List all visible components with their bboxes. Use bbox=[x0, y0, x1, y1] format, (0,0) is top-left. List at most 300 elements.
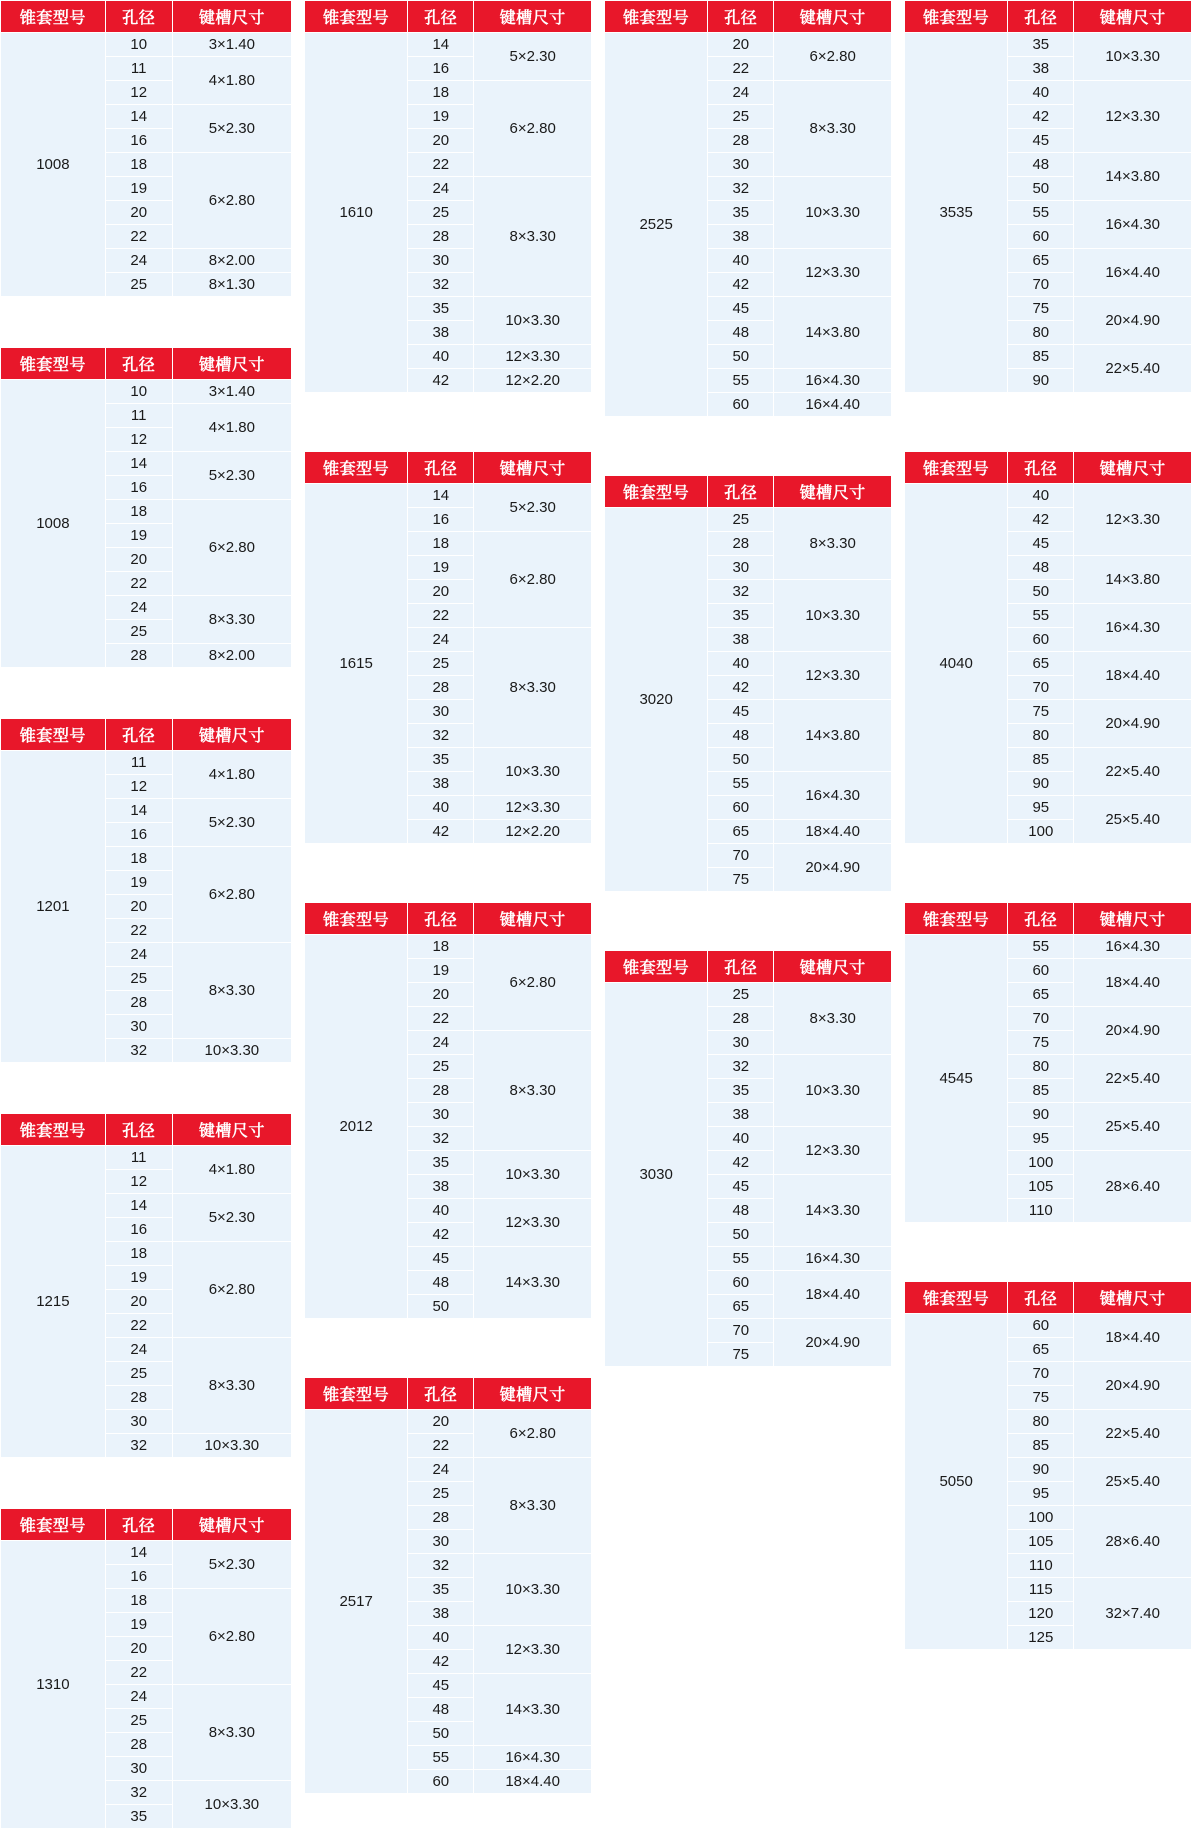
cell-bore: 55 bbox=[708, 1247, 774, 1271]
table-header-row bbox=[905, 903, 1192, 935]
cell-bore: 20 bbox=[105, 548, 172, 572]
cell-bore: 24 bbox=[408, 1458, 474, 1482]
cell-bore: 48 bbox=[1008, 556, 1074, 580]
cell-keyway: 28×6.40 bbox=[1074, 1151, 1192, 1223]
cell-bore: 110 bbox=[1008, 1554, 1074, 1578]
cell-keyway: 16×4.40 bbox=[774, 393, 892, 417]
cell-keyway: 22×5.40 bbox=[1074, 1410, 1192, 1458]
cell-keyway: 3×1.40 bbox=[172, 33, 291, 57]
table-header-row bbox=[1, 1114, 292, 1146]
cell-bore: 28 bbox=[105, 991, 172, 1015]
cell-model: 2012 bbox=[305, 935, 408, 1319]
cell-bore: 50 bbox=[1008, 580, 1074, 604]
cell-keyway: 10×3.30 bbox=[1074, 33, 1192, 81]
cell-keyway: 25×5.40 bbox=[1074, 1458, 1192, 1506]
cell-keyway: 12×3.30 bbox=[774, 1127, 892, 1175]
cell-keyway: 20×4.90 bbox=[1074, 297, 1192, 345]
cell-bore: 85 bbox=[1008, 1434, 1074, 1458]
cell-keyway: 6×2.80 bbox=[172, 153, 291, 249]
table-column-3 bbox=[900, 0, 1200, 1650]
header-cell-model: 锥套型号 bbox=[305, 903, 408, 935]
cell-keyway: 28×6.40 bbox=[1074, 1506, 1192, 1578]
cell-bore: 70 bbox=[708, 1319, 774, 1343]
table-row bbox=[305, 1410, 592, 1434]
cell-bore: 65 bbox=[1008, 983, 1074, 1007]
cell-bore: 24 bbox=[408, 1031, 474, 1055]
cell-keyway: 10×3.30 bbox=[774, 580, 892, 652]
cell-keyway: 10×3.30 bbox=[172, 1781, 291, 1829]
header-cell-bore: 孔径 bbox=[1008, 1, 1074, 33]
header-cell-bore: 孔径 bbox=[408, 452, 474, 484]
cell-bore: 90 bbox=[1008, 369, 1074, 393]
cell-bore: 105 bbox=[1008, 1175, 1074, 1199]
cell-model: 1008 bbox=[1, 380, 106, 668]
header-cell-bore: 孔径 bbox=[105, 1114, 172, 1146]
cell-keyway: 5×2.30 bbox=[474, 33, 592, 81]
cell-bore: 60 bbox=[708, 1271, 774, 1295]
cell-bore: 12 bbox=[105, 81, 172, 105]
cell-bore: 25 bbox=[708, 105, 774, 129]
header-cell-bore: 孔径 bbox=[105, 1, 172, 33]
cell-bore: 45 bbox=[708, 297, 774, 321]
cell-bore: 35 bbox=[408, 1578, 474, 1602]
cell-keyway: 16×4.30 bbox=[1074, 604, 1192, 652]
cell-bore: 25 bbox=[105, 1709, 172, 1733]
cell-bore: 28 bbox=[408, 676, 474, 700]
cell-bore: 80 bbox=[1008, 724, 1074, 748]
cell-bore: 30 bbox=[708, 556, 774, 580]
cell-bore: 28 bbox=[408, 1079, 474, 1103]
cell-keyway: 8×2.00 bbox=[172, 644, 291, 668]
cell-bore: 48 bbox=[708, 724, 774, 748]
header-cell-bore: 孔径 bbox=[1008, 903, 1074, 935]
table-header-row bbox=[605, 476, 892, 508]
cell-bore: 38 bbox=[708, 225, 774, 249]
cell-bore: 35 bbox=[408, 297, 474, 321]
cell-bore: 28 bbox=[105, 1733, 172, 1757]
cell-bore: 35 bbox=[708, 201, 774, 225]
cell-bore: 60 bbox=[708, 393, 774, 417]
cell-bore: 70 bbox=[1008, 676, 1074, 700]
cell-bore: 20 bbox=[105, 201, 172, 225]
cell-bore: 95 bbox=[1008, 1127, 1074, 1151]
cell-keyway: 22×5.40 bbox=[1074, 748, 1192, 796]
cell-bore: 19 bbox=[105, 524, 172, 548]
cell-bore: 20 bbox=[408, 580, 474, 604]
cell-keyway: 32×7.40 bbox=[1074, 1578, 1192, 1650]
cell-keyway: 6×2.80 bbox=[474, 81, 592, 177]
spec-table-1008 bbox=[0, 347, 292, 668]
cell-model: 1008 bbox=[1, 33, 106, 297]
cell-bore: 16 bbox=[105, 129, 172, 153]
cell-bore: 35 bbox=[708, 604, 774, 628]
cell-bore: 42 bbox=[408, 820, 474, 844]
header-cell-bore: 孔径 bbox=[105, 1509, 172, 1541]
cell-keyway: 8×3.30 bbox=[474, 628, 592, 748]
cell-bore: 12 bbox=[105, 428, 172, 452]
cell-bore: 25 bbox=[105, 273, 172, 297]
header-cell-model: 锥套型号 bbox=[305, 452, 408, 484]
cell-keyway: 16×4.30 bbox=[774, 1247, 892, 1271]
cell-bore: 75 bbox=[708, 868, 774, 892]
cell-keyway: 14×3.80 bbox=[1074, 556, 1192, 604]
cell-keyway: 4×1.80 bbox=[172, 751, 291, 799]
cell-bore: 35 bbox=[708, 1079, 774, 1103]
cell-bore: 40 bbox=[408, 1199, 474, 1223]
cell-model: 3020 bbox=[605, 508, 708, 892]
header-cell-model: 锥套型号 bbox=[1, 1509, 106, 1541]
cell-bore: 28 bbox=[408, 1506, 474, 1530]
cell-bore: 60 bbox=[1008, 1314, 1074, 1338]
cell-keyway: 8×3.30 bbox=[474, 1458, 592, 1554]
cell-bore: 25 bbox=[105, 620, 172, 644]
cell-keyway: 5×2.30 bbox=[172, 105, 291, 153]
table-header-row bbox=[905, 1, 1192, 33]
cell-bore: 28 bbox=[105, 1386, 172, 1410]
cell-bore: 42 bbox=[1008, 508, 1074, 532]
header-cell-key: 键槽尺寸 bbox=[474, 1378, 592, 1410]
header-cell-model: 锥套型号 bbox=[1, 719, 106, 751]
spec-table-2012 bbox=[304, 902, 592, 1319]
cell-bore: 28 bbox=[708, 129, 774, 153]
cell-bore: 19 bbox=[408, 556, 474, 580]
header-cell-key: 键槽尺寸 bbox=[1074, 1, 1192, 33]
header-cell-key: 键槽尺寸 bbox=[774, 951, 892, 983]
cell-bore: 22 bbox=[408, 604, 474, 628]
cell-bore: 55 bbox=[708, 772, 774, 796]
cell-bore: 20 bbox=[708, 33, 774, 57]
cell-bore: 55 bbox=[1008, 604, 1074, 628]
header-cell-key: 键槽尺寸 bbox=[474, 903, 592, 935]
table-row bbox=[1, 33, 292, 57]
cell-bore: 18 bbox=[105, 1242, 172, 1266]
cell-bore: 50 bbox=[408, 1722, 474, 1746]
cell-bore: 40 bbox=[1008, 81, 1074, 105]
cell-bore: 65 bbox=[708, 820, 774, 844]
spec-table-4545 bbox=[904, 902, 1192, 1223]
cell-bore: 18 bbox=[105, 153, 172, 177]
cell-keyway: 8×3.30 bbox=[172, 1685, 291, 1781]
cell-bore: 85 bbox=[1008, 1079, 1074, 1103]
table-header-row bbox=[305, 903, 592, 935]
cell-bore: 42 bbox=[408, 369, 474, 393]
table-spacer bbox=[0, 311, 292, 333]
header-cell-model: 锥套型号 bbox=[605, 1, 708, 33]
cell-bore: 100 bbox=[1008, 1506, 1074, 1530]
cell-keyway: 5×2.30 bbox=[172, 452, 291, 500]
cell-bore: 24 bbox=[105, 943, 172, 967]
cell-keyway: 20×4.90 bbox=[1074, 700, 1192, 748]
spec-table-1215 bbox=[0, 1113, 292, 1458]
cell-keyway: 25×5.40 bbox=[1074, 796, 1192, 844]
cell-keyway: 22×5.40 bbox=[1074, 345, 1192, 393]
cell-bore: 19 bbox=[105, 1266, 172, 1290]
cell-keyway: 4×1.80 bbox=[172, 57, 291, 105]
cell-model: 3535 bbox=[905, 33, 1008, 393]
cell-bore: 48 bbox=[708, 1199, 774, 1223]
cell-bore: 75 bbox=[1008, 700, 1074, 724]
cell-bore: 28 bbox=[105, 644, 172, 668]
cell-keyway: 14×3.30 bbox=[474, 1247, 592, 1319]
cell-keyway: 4×1.80 bbox=[172, 1146, 291, 1194]
cell-bore: 55 bbox=[708, 369, 774, 393]
cell-bore: 25 bbox=[408, 1482, 474, 1506]
cell-keyway: 6×2.80 bbox=[474, 532, 592, 628]
spec-table-2517 bbox=[304, 1377, 592, 1794]
cell-keyway: 10×3.30 bbox=[774, 1055, 892, 1127]
cell-bore: 115 bbox=[1008, 1578, 1074, 1602]
cell-bore: 25 bbox=[408, 652, 474, 676]
cell-bore: 16 bbox=[105, 823, 172, 847]
table-header-row bbox=[905, 452, 1192, 484]
cell-keyway: 6×2.80 bbox=[774, 33, 892, 81]
cell-bore: 60 bbox=[708, 796, 774, 820]
table-header-row bbox=[605, 1, 892, 33]
header-cell-bore: 孔径 bbox=[1008, 452, 1074, 484]
cell-bore: 30 bbox=[708, 1031, 774, 1055]
cell-keyway: 14×3.30 bbox=[474, 1674, 592, 1746]
cell-model: 1610 bbox=[305, 33, 408, 393]
spec-table-1201 bbox=[0, 718, 292, 1063]
cell-bore: 125 bbox=[1008, 1626, 1074, 1650]
table-row bbox=[305, 484, 592, 508]
cell-keyway: 8×3.30 bbox=[172, 596, 291, 644]
cell-bore: 35 bbox=[1008, 33, 1074, 57]
cell-bore: 19 bbox=[105, 1613, 172, 1637]
spec-table-1610 bbox=[304, 0, 592, 393]
cell-keyway: 16×4.30 bbox=[1074, 935, 1192, 959]
cell-bore: 24 bbox=[105, 1685, 172, 1709]
cell-bore: 12 bbox=[105, 1170, 172, 1194]
cell-bore: 65 bbox=[1008, 652, 1074, 676]
header-cell-model: 锥套型号 bbox=[305, 1378, 408, 1410]
cell-bore: 24 bbox=[408, 628, 474, 652]
cell-keyway: 8×3.30 bbox=[172, 1338, 291, 1434]
cell-keyway: 20×4.90 bbox=[774, 844, 892, 892]
table-row bbox=[1, 380, 292, 404]
cell-keyway: 8×3.30 bbox=[474, 177, 592, 297]
cell-bore: 60 bbox=[408, 1770, 474, 1794]
cell-bore: 14 bbox=[408, 484, 474, 508]
cell-bore: 85 bbox=[1008, 748, 1074, 772]
cell-keyway: 18×4.40 bbox=[1074, 959, 1192, 1007]
cell-keyway: 8×3.30 bbox=[774, 983, 892, 1055]
cell-bore: 16 bbox=[105, 1218, 172, 1242]
cell-bore: 24 bbox=[408, 177, 474, 201]
cell-bore: 22 bbox=[105, 572, 172, 596]
cell-bore: 55 bbox=[1008, 935, 1074, 959]
table-spacer bbox=[904, 407, 1192, 437]
table-row bbox=[605, 508, 892, 532]
cell-bore: 28 bbox=[708, 1007, 774, 1031]
cell-bore: 10 bbox=[105, 33, 172, 57]
header-cell-bore: 孔径 bbox=[708, 951, 774, 983]
cell-bore: 32 bbox=[708, 1055, 774, 1079]
cell-bore: 42 bbox=[408, 1223, 474, 1247]
cell-bore: 75 bbox=[1008, 1386, 1074, 1410]
cell-bore: 35 bbox=[408, 1151, 474, 1175]
table-row bbox=[905, 484, 1192, 508]
cell-bore: 70 bbox=[1008, 1362, 1074, 1386]
cell-bore: 20 bbox=[105, 895, 172, 919]
table-row bbox=[1, 1541, 292, 1565]
cell-bore: 30 bbox=[408, 249, 474, 273]
cell-bore: 45 bbox=[408, 1674, 474, 1698]
cell-bore: 65 bbox=[708, 1295, 774, 1319]
cell-keyway: 16×4.30 bbox=[474, 1746, 592, 1770]
cell-bore: 45 bbox=[708, 700, 774, 724]
cell-bore: 40 bbox=[708, 1127, 774, 1151]
cell-keyway: 12×3.30 bbox=[1074, 81, 1192, 153]
table-row bbox=[905, 33, 1192, 57]
cell-bore: 42 bbox=[1008, 105, 1074, 129]
cell-bore: 18 bbox=[105, 847, 172, 871]
cell-bore: 25 bbox=[708, 508, 774, 532]
cell-bore: 42 bbox=[708, 1151, 774, 1175]
table-header-row bbox=[305, 1, 592, 33]
cell-bore: 50 bbox=[708, 748, 774, 772]
cell-bore: 45 bbox=[1008, 129, 1074, 153]
cell-bore: 40 bbox=[1008, 484, 1074, 508]
cell-bore: 22 bbox=[105, 919, 172, 943]
cell-bore: 28 bbox=[708, 532, 774, 556]
spec-table-3020 bbox=[604, 475, 892, 892]
cell-keyway: 20×4.90 bbox=[1074, 1007, 1192, 1055]
cell-bore: 70 bbox=[708, 844, 774, 868]
cell-keyway: 4×1.80 bbox=[172, 404, 291, 452]
cell-model: 1201 bbox=[1, 751, 106, 1063]
cell-model: 1615 bbox=[305, 484, 408, 844]
cell-bore: 25 bbox=[105, 967, 172, 991]
header-cell-key: 键槽尺寸 bbox=[172, 1, 291, 33]
cell-bore: 35 bbox=[408, 748, 474, 772]
spec-table-4040 bbox=[904, 451, 1192, 844]
header-cell-model: 锥套型号 bbox=[905, 903, 1008, 935]
cell-keyway: 5×2.30 bbox=[172, 1194, 291, 1242]
cell-bore: 48 bbox=[408, 1698, 474, 1722]
cell-bore: 16 bbox=[105, 476, 172, 500]
cell-keyway: 8×3.30 bbox=[474, 1031, 592, 1151]
cell-bore: 38 bbox=[408, 1175, 474, 1199]
cell-bore: 14 bbox=[408, 33, 474, 57]
header-cell-bore: 孔径 bbox=[105, 348, 172, 380]
spec-table-1310 bbox=[0, 1508, 292, 1829]
header-cell-model: 锥套型号 bbox=[905, 1, 1008, 33]
cell-bore: 30 bbox=[105, 1015, 172, 1039]
cell-keyway: 8×3.30 bbox=[774, 508, 892, 580]
table-row bbox=[305, 33, 592, 57]
cell-bore: 25 bbox=[408, 201, 474, 225]
cell-model: 1310 bbox=[1, 1541, 106, 1829]
cell-bore: 25 bbox=[408, 1055, 474, 1079]
header-cell-model: 锥套型号 bbox=[605, 476, 708, 508]
cell-keyway: 16×4.40 bbox=[1074, 249, 1192, 297]
cell-bore: 32 bbox=[105, 1039, 172, 1063]
cell-keyway: 6×2.80 bbox=[172, 1589, 291, 1685]
cell-keyway: 8×1.30 bbox=[172, 273, 291, 297]
header-cell-bore: 孔径 bbox=[708, 476, 774, 508]
header-cell-bore: 孔径 bbox=[408, 1378, 474, 1410]
header-cell-model: 锥套型号 bbox=[1, 1, 106, 33]
header-cell-model: 锥套型号 bbox=[905, 452, 1008, 484]
cell-bore: 40 bbox=[408, 1626, 474, 1650]
header-cell-key: 键槽尺寸 bbox=[774, 476, 892, 508]
cell-bore: 38 bbox=[1008, 57, 1074, 81]
cell-bore: 30 bbox=[408, 1103, 474, 1127]
cell-model: 5050 bbox=[905, 1314, 1008, 1650]
cell-bore: 14 bbox=[105, 799, 172, 823]
cell-keyway: 6×2.80 bbox=[474, 1410, 592, 1458]
cell-bore: 95 bbox=[1008, 796, 1074, 820]
cell-keyway: 18×4.40 bbox=[774, 820, 892, 844]
cell-keyway: 10×3.30 bbox=[474, 748, 592, 796]
table-row bbox=[305, 935, 592, 959]
table-header-row bbox=[605, 951, 892, 983]
header-cell-model: 锥套型号 bbox=[605, 951, 708, 983]
header-cell-model: 锥套型号 bbox=[905, 1282, 1008, 1314]
cell-keyway: 16×4.30 bbox=[1074, 201, 1192, 249]
table-spacer bbox=[604, 906, 892, 936]
cell-keyway: 12×3.30 bbox=[774, 652, 892, 700]
cell-bore: 24 bbox=[105, 1338, 172, 1362]
header-cell-key: 键槽尺寸 bbox=[172, 719, 291, 751]
cell-bore: 19 bbox=[408, 959, 474, 983]
cell-keyway: 25×5.40 bbox=[1074, 1103, 1192, 1151]
table-header-row bbox=[1, 348, 292, 380]
cell-bore: 95 bbox=[1008, 1482, 1074, 1506]
cell-keyway: 8×3.30 bbox=[172, 943, 291, 1039]
cell-bore: 16 bbox=[408, 508, 474, 532]
cell-bore: 28 bbox=[408, 225, 474, 249]
cell-bore: 24 bbox=[105, 596, 172, 620]
cell-bore: 19 bbox=[105, 177, 172, 201]
cell-keyway: 18×4.40 bbox=[1074, 1314, 1192, 1362]
cell-bore: 18 bbox=[105, 500, 172, 524]
cell-bore: 22 bbox=[105, 1314, 172, 1338]
cell-bore: 30 bbox=[105, 1757, 172, 1781]
cell-bore: 20 bbox=[408, 1410, 474, 1434]
cell-keyway: 22×5.40 bbox=[1074, 1055, 1192, 1103]
cell-bore: 24 bbox=[105, 249, 172, 273]
cell-bore: 100 bbox=[1008, 1151, 1074, 1175]
cell-bore: 11 bbox=[105, 57, 172, 81]
cell-keyway: 12×3.30 bbox=[774, 249, 892, 297]
spec-table-3535 bbox=[904, 0, 1192, 393]
header-cell-key: 键槽尺寸 bbox=[474, 1, 592, 33]
cell-bore: 22 bbox=[105, 1661, 172, 1685]
cell-bore: 19 bbox=[408, 105, 474, 129]
table-spacer bbox=[304, 1333, 592, 1363]
cell-bore: 75 bbox=[708, 1343, 774, 1367]
cell-keyway: 18×4.40 bbox=[774, 1271, 892, 1319]
header-cell-bore: 孔径 bbox=[408, 903, 474, 935]
cell-keyway: 12×3.30 bbox=[474, 345, 592, 369]
header-cell-key: 键槽尺寸 bbox=[1074, 452, 1192, 484]
cell-bore: 50 bbox=[708, 345, 774, 369]
table-row bbox=[1, 751, 292, 775]
cell-bore: 70 bbox=[1008, 1007, 1074, 1031]
cell-bore: 48 bbox=[1008, 153, 1074, 177]
cell-keyway: 16×4.30 bbox=[774, 369, 892, 393]
cell-keyway: 10×3.30 bbox=[474, 297, 592, 345]
table-row bbox=[605, 983, 892, 1007]
table-spacer bbox=[304, 858, 592, 888]
cell-bore: 18 bbox=[408, 935, 474, 959]
table-header-row bbox=[1, 1, 292, 33]
cell-bore: 32 bbox=[408, 1554, 474, 1578]
cell-bore: 75 bbox=[1008, 1031, 1074, 1055]
cell-keyway: 10×3.30 bbox=[172, 1039, 291, 1063]
